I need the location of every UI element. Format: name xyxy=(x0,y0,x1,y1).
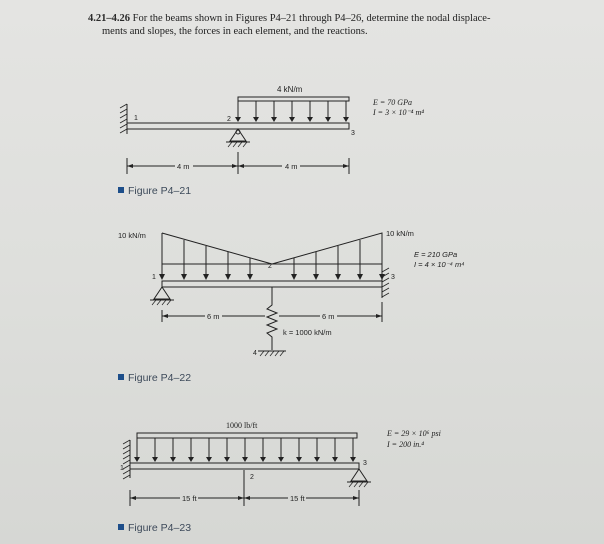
span2-p4-22: 6 m xyxy=(322,312,335,321)
beam-p4-23 xyxy=(130,463,359,469)
load-label-p4-23: 1000 lb/ft xyxy=(226,421,258,430)
load-label-p4-21: 4 kN/m xyxy=(277,85,303,94)
pin-support-p4-23 xyxy=(351,469,367,481)
props-i-p4-23: I = 200 in.⁴ xyxy=(387,440,425,449)
props-i-p4-21: I = 3 × 10⁻⁴ m⁴ xyxy=(373,108,425,117)
caption-text-p4-23: Figure P4–23 xyxy=(128,522,192,534)
node3-p4-22: 3 xyxy=(391,274,395,281)
problem-text-line1: For the beams shown in Figures P4–21 through P4–26, determine the nodal displace- xyxy=(132,13,491,24)
problem-text-line2: ments and slopes, the forces in each element, and the reactions. xyxy=(102,26,368,37)
span1-p4-23: 15 ft xyxy=(182,494,197,503)
props-i-p4-22: I = 4 × 10⁻⁴ m⁴ xyxy=(414,260,465,269)
node4-p4-22: 4 xyxy=(253,350,257,357)
node1-p4-23: 1 xyxy=(120,465,124,472)
caption-text-p4-22: Figure P4–22 xyxy=(128,372,192,384)
load-left-label: 10 kN/m xyxy=(118,231,146,240)
node3-p4-23: 3 xyxy=(363,460,367,467)
problem-number: 4.21–4.26 xyxy=(88,13,130,24)
props-e-p4-23: E = 29 × 10⁶ psi xyxy=(387,429,441,438)
props-e-p4-21: E = 70 GPa xyxy=(373,98,412,107)
load-right-label: 10 kN/m xyxy=(386,229,414,238)
span2-p4-21: 4 m xyxy=(285,162,298,171)
span2-p4-23: 15 ft xyxy=(290,494,305,503)
node1-p4-22: 1 xyxy=(152,274,156,281)
caption-text-p4-21: Figure P4–21 xyxy=(128,185,192,197)
node2-p4-22: 2 xyxy=(268,263,272,270)
span1-p4-21: 4 m xyxy=(177,162,190,171)
node2-p4-23: 2 xyxy=(250,474,254,481)
caption-p4-23 xyxy=(118,522,191,534)
node1-p4-21: 1 xyxy=(134,115,138,122)
props-e-p4-22: E = 210 GPa xyxy=(414,250,458,259)
load-bar-p4-23 xyxy=(137,433,357,438)
bullet-square xyxy=(118,524,124,530)
node3-p4-21: 3 xyxy=(351,130,355,137)
spring-label: k = 1000 kN/m xyxy=(283,328,332,337)
span1-p4-22: 6 m xyxy=(207,312,220,321)
node2-p4-21: 2 xyxy=(227,116,231,123)
